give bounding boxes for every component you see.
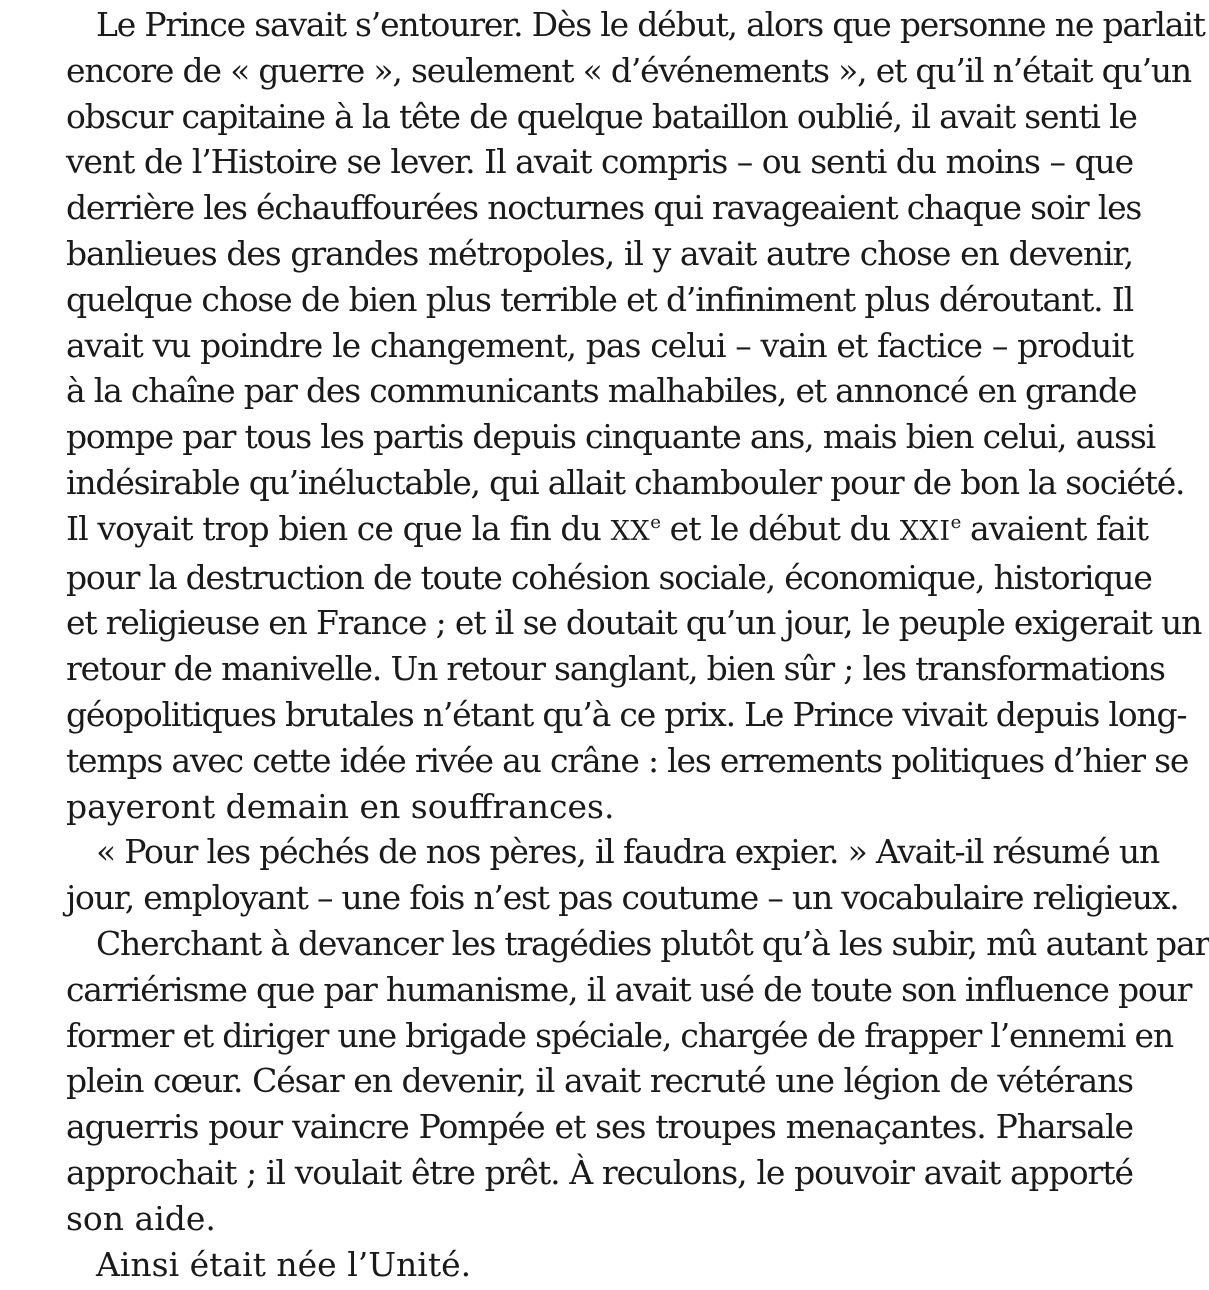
text-line-with-centuries bbox=[66, 506, 1149, 555]
text-segment: Il voyait trop bien ce que la fin du bbox=[66, 508, 611, 548]
text-line: retour de manivelle. Un retour sanglant, bien sûr ; les transformations bbox=[66, 649, 1165, 689]
paragraph-2 bbox=[66, 829, 1179, 921]
century-xx: XX bbox=[610, 515, 651, 547]
text-line: Cherchant à devancer les tragédies plutôt qu’à les subir, mû autant par bbox=[96, 923, 1209, 963]
text-segment: et le début du bbox=[660, 508, 900, 548]
text-line: vent de l’Histoire se lever. Il avait compris – ou senti du moins – que bbox=[66, 142, 1133, 182]
text-line: géopolitiques brutales n’étant qu’à ce prix. Le Prince vivait depuis long- bbox=[66, 694, 1187, 734]
text-line: indésirable qu’inéluctable, qui allait chambouler pour de bon la société. bbox=[66, 462, 1185, 502]
text-line: obscur capitaine à la tête de quelque bataillon oublié, il avait senti le bbox=[66, 96, 1137, 136]
century-xxi-superscript: e bbox=[950, 511, 961, 533]
text-line: Le Prince savait s’entourer. Dès le début, alors que personne ne parlait bbox=[96, 5, 1205, 44]
text-line: former et diriger une brigade spéciale, chargée de frapper l’ennemi en bbox=[66, 1015, 1173, 1055]
century-xx-superscript: e bbox=[650, 511, 661, 533]
paragraph-4 bbox=[66, 1242, 1133, 1288]
text-line: à la chaîne par des communicants malhabiles, et annoncé en grande bbox=[66, 371, 1137, 411]
text-line: quelque chose de bien plus terrible et d’infiniment plus déroutant. Il bbox=[66, 279, 1133, 319]
text-line: approchait ; il voulait être prêt. À reculons, le pouvoir avait apporté bbox=[66, 1152, 1133, 1192]
text-line: encore de « guerre », seulement « d’événements », et qu’il n’était qu’un bbox=[66, 50, 1191, 90]
text-line: derrière les échauffourées nocturnes qui ravageaient chaque soir les bbox=[66, 188, 1142, 228]
text-block bbox=[66, 0, 1209, 1287]
paragraph-3 bbox=[66, 921, 1209, 1242]
text-line: son aide. bbox=[66, 1198, 216, 1238]
text-segment: avaient fait bbox=[960, 508, 1149, 548]
text-line: jour, employant – une fois n’est pas coutume – un vocabulaire religieux. bbox=[66, 878, 1179, 918]
paragraph-1 bbox=[66, 2, 1205, 829]
text-line: Ainsi était née l’Unité. bbox=[96, 1244, 472, 1284]
text-line: banlieues des grandes métropoles, il y avait autre chose en devenir, bbox=[66, 233, 1133, 273]
text-line: payeront demain en souffrances. bbox=[66, 786, 615, 826]
text-line: pour la destruction de toute cohésion sociale, économique, historique bbox=[66, 557, 1152, 597]
century-xxi: XXI bbox=[899, 515, 951, 547]
text-line: « Pour les péchés de nos pères, il faudra expier. » Avait-il résumé un bbox=[96, 832, 1159, 872]
text-line: et religieuse en France ; et il se doutait qu’un jour, le peuple exigerait un bbox=[66, 603, 1202, 643]
text-line: temps avec cette idée rivée au crâne : les errements politiques d’hier se bbox=[66, 740, 1189, 780]
text-line: carriérisme que par humanisme, il avait usé de toute son influence pour bbox=[66, 969, 1192, 1009]
text-line: plein cœur. César en devenir, il avait recruté une légion de vétérans bbox=[66, 1061, 1133, 1101]
text-line: avait vu poindre le changement, pas celui – vain et factice – produit bbox=[66, 325, 1133, 365]
text-line: aguerris pour vaincre Pompée et ses troupes menaçantes. Pharsale bbox=[66, 1107, 1133, 1147]
text-line: pompe par tous les partis depuis cinquante ans, mais bien celui, aussi bbox=[66, 417, 1155, 457]
